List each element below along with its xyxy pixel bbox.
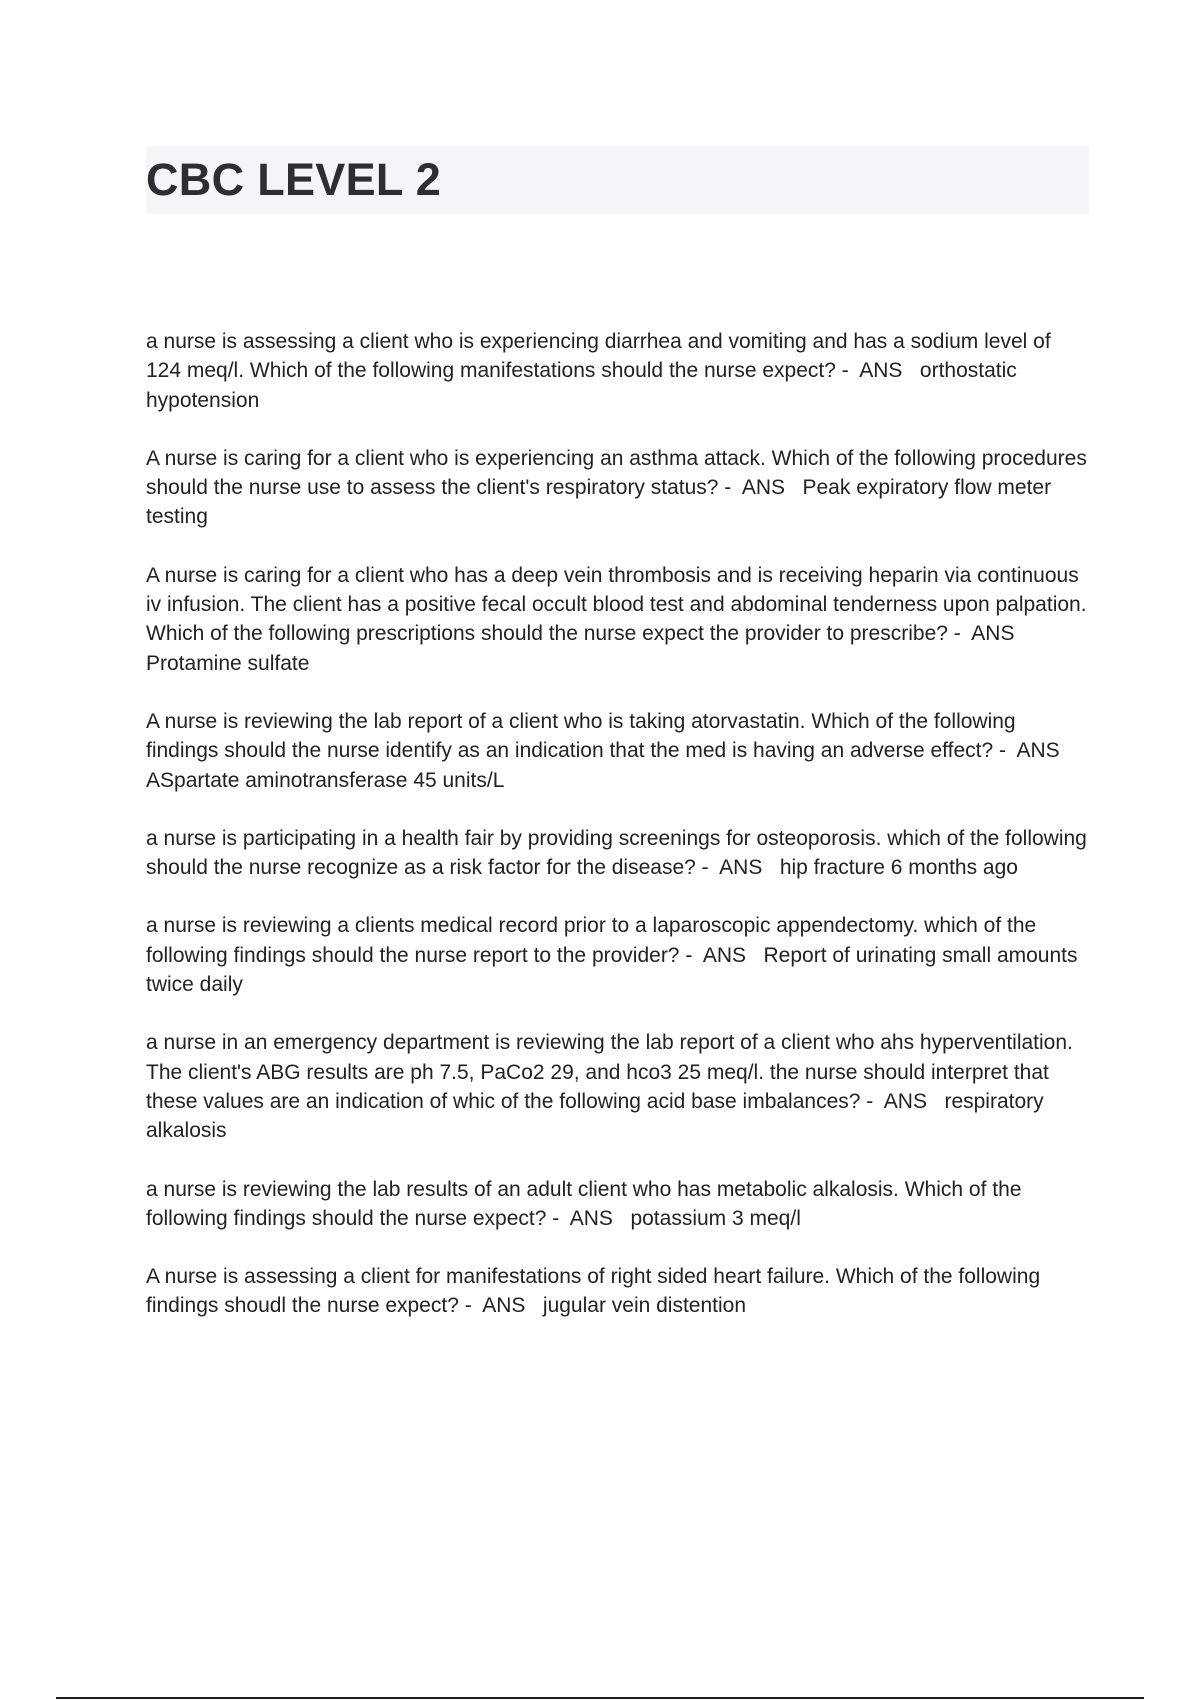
qa-item-1: a nurse is assessing a client who is experiencing diarrhea and vomiting and has a sodium level of 124 meq/l. Which of the following manifestations should the nurse expect? - ANS orthostatic hypotension <box>146 330 1057 412</box>
qa-item-5: a nurse is participating in a health fair by providing screenings for osteoporosis. which of the following should the nurse recognize as a risk factor for the disease? - ANS hip fracture 6 months ago <box>146 826 1093 880</box>
qa-item-7: a nurse in an emergency department is reviewing the lab report of a client who ahs hyperventilation. The client's ABG results are ph 7.5, PaCo2 29, and hco3 25 meq/l. the nurse should interpret that these values are an indication of whic of the following acid base imbalances? - ANS respiratory alkalosis <box>146 1031 1079 1143</box>
qa-item-4: A nurse is reviewing the lab report of a client who is taking atorvastatin. Which of the following findings should the nurse identify as an indication that the med is having an adverse effect? - ANS ASpartate aminotransferase 45 units/L <box>146 709 1077 792</box>
page-bottom-divider <box>56 1697 1144 1699</box>
qa-item-9: A nurse is assessing a client for manifestations of right sided heart failure. Which of the following findings shoudl the nurse expect? - ANS jugular vein distention <box>146 1265 1046 1318</box>
page-title: CBC LEVEL 2 <box>146 154 442 205</box>
qa-item-8: a nurse is reviewing the lab results of an adult client who has metabolic alkalosis. Which of the following findings should the nurse expect? - ANS potassium 3 meq/l <box>146 1177 1028 1230</box>
qa-item-3: A nurse is caring for a client who has a deep vein thrombosis and is receiving heparin via continuous iv infusion. The client has a positive fecal occult blood test and abdominal tenderness upon palpation. Which of the following prescriptions should the nurse expect the provider to prescribe? - ANS Protamine sulfate <box>146 563 1093 675</box>
title-band <box>146 146 1089 214</box>
qa-list <box>146 327 1091 1350</box>
qa-item-2: A nurse is caring for a client who is experiencing an asthma attack. Which of the following procedures should the nurse use to assess the client's respiratory status? - ANS Peak expiratory flow meter testing <box>146 446 1093 529</box>
qa-item-6: a nurse is reviewing a clients medical record prior to a laparoscopic appendectomy. which of the following findings should the nurse report to the provider? - ANS Report of urinating small amounts twice daily <box>146 914 1084 997</box>
